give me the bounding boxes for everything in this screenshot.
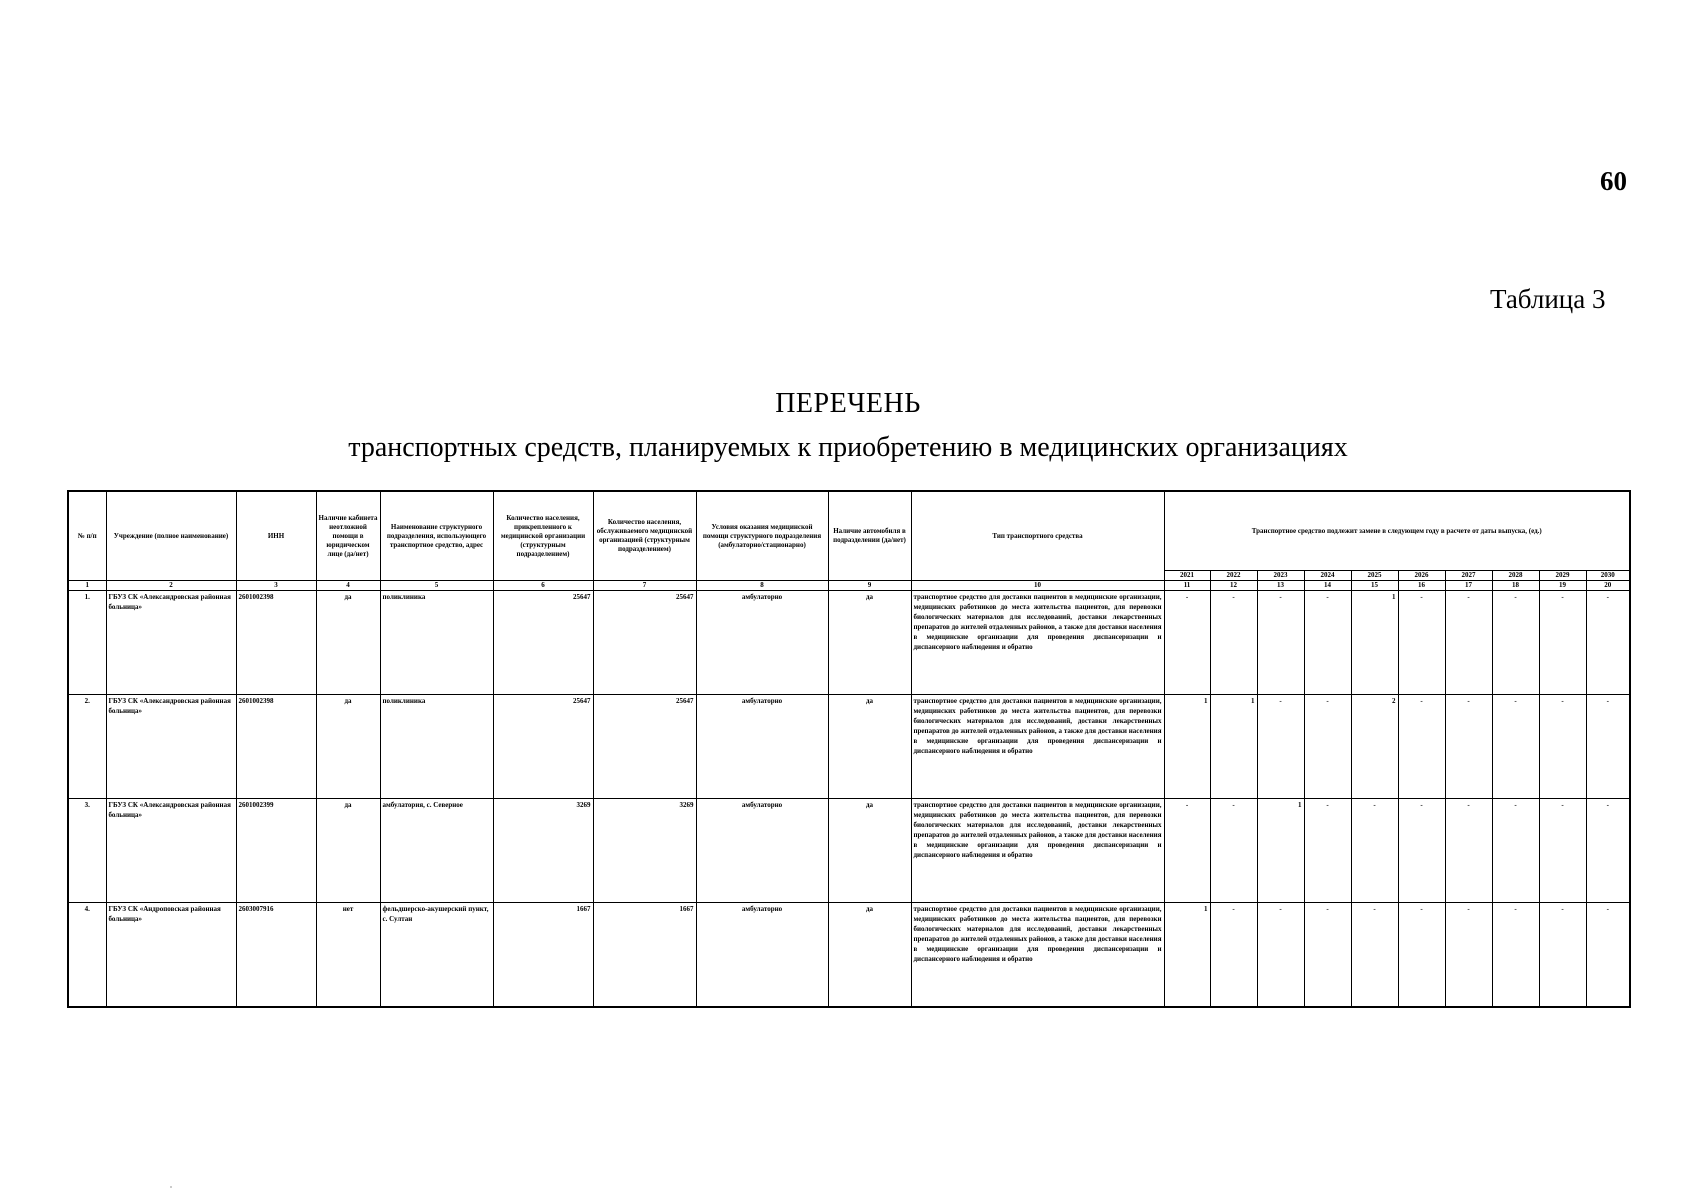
has-car-cell: да [828, 799, 911, 903]
year-cell: - [1304, 903, 1351, 1008]
year-cell: 1 [1164, 695, 1210, 799]
subdivision-cell: поликлиника [380, 695, 493, 799]
column-number: 3 [236, 581, 316, 591]
column-number: 8 [696, 581, 828, 591]
pop-served-cell: 3269 [593, 799, 696, 903]
column-number: 7 [593, 581, 696, 591]
inn-cell: 2603007916 [236, 903, 316, 1008]
year-header: 2022 [1210, 571, 1257, 581]
column-number: 4 [316, 581, 380, 591]
has-car-cell: да [828, 591, 911, 695]
header-pop-attached: Количество населения, прикрепленного к медицинской организации (структурным подразделением) [493, 491, 593, 581]
header-inn: ИНН [236, 491, 316, 581]
year-cell: - [1398, 903, 1445, 1008]
pop-attached-cell: 3269 [493, 799, 593, 903]
pop-attached-cell: 25647 [493, 695, 593, 799]
year-cell: - [1398, 695, 1445, 799]
column-number: 17 [1445, 581, 1492, 591]
year-cell: - [1164, 799, 1210, 903]
institution-cell: ГБУЗ СК «Александровская районная больница» [106, 799, 236, 903]
pop-attached-cell: 1667 [493, 903, 593, 1008]
vehicle-type-cell: транспортное средство для доставки пациентов в медицинские организации, медицинских работников до места жительства пациентов, для перевозки биологических материалов для исследований, доставки лекарственных препаратов до жителей отдаленных районов, а также для доставки населения в медицинские организации для проведения диспансеризации и диспансерного наблюдения и обратно [911, 799, 1164, 903]
pop-served-cell: 25647 [593, 695, 696, 799]
subdivision-cell: фельдшерско-акушерский пункт, с. Султан [380, 903, 493, 1008]
institution-cell: ГБУЗ СК «Андроповская районная больница» [106, 903, 236, 1008]
year-cell: - [1445, 695, 1492, 799]
year-header: 2029 [1539, 571, 1586, 581]
document-subtitle: транспортных средств, планируемых к приобретению в медицинских организациях [348, 432, 1348, 463]
year-cell: - [1539, 591, 1586, 695]
license-cell: да [316, 591, 380, 695]
year-cell: - [1539, 799, 1586, 903]
year-cell: - [1492, 591, 1539, 695]
year-cell: - [1445, 799, 1492, 903]
table-row [68, 799, 1630, 903]
conditions-cell: амбулаторно [696, 903, 828, 1008]
year-cell: - [1398, 591, 1445, 695]
subdivision-cell: поликлиника [380, 591, 493, 695]
vehicles-table [67, 490, 1631, 1008]
vehicle-type-cell: транспортное средство для доставки пациентов в медицинские организации, медицинских работников до места жительства пациентов, для перевозки биологических материалов для исследований, доставки лекарственных препаратов до жителей отдаленных районов, а также для доставки населения в медицинские организации для проведения диспансеризации и диспансерного наблюдения и обратно [911, 903, 1164, 1008]
pop-served-cell: 25647 [593, 591, 696, 695]
year-cell: - [1586, 799, 1630, 903]
column-number: 10 [911, 581, 1164, 591]
year-cell: - [1445, 903, 1492, 1008]
table-row [68, 695, 1630, 799]
inn-cell: 2601002399 [236, 799, 316, 903]
conditions-cell: амбулаторно [696, 695, 828, 799]
inn-cell: 2601002398 [236, 591, 316, 695]
year-cell: - [1257, 903, 1304, 1008]
year-cell: 2 [1351, 695, 1398, 799]
column-number: 14 [1304, 581, 1351, 591]
row-num: 4. [68, 903, 106, 1008]
year-cell: - [1492, 799, 1539, 903]
year-cell: - [1164, 591, 1210, 695]
header-num: № п/п [68, 491, 106, 581]
vehicle-type-cell: транспортное средство для доставки пациентов в медицинские организации, медицинских работников до места жительства пациентов, для перевозки биологических материалов для исследований, доставки лекарственных препаратов до жителей отдаленных районов, а также для доставки населения в медицинские организации для проведения диспансеризации и диспансерного наблюдения и обратно [911, 591, 1164, 695]
column-number: 12 [1210, 581, 1257, 591]
pop-attached-cell: 25647 [493, 591, 593, 695]
pop-served-cell: 1667 [593, 903, 696, 1008]
year-header: 2021 [1164, 571, 1210, 581]
institution-cell: ГБУЗ СК «Александровская районная больница» [106, 695, 236, 799]
year-cell: - [1539, 695, 1586, 799]
year-header: 2027 [1445, 571, 1492, 581]
year-cell: - [1586, 695, 1630, 799]
year-cell: - [1351, 903, 1398, 1008]
year-cell: 1 [1210, 695, 1257, 799]
year-cell: 1 [1164, 903, 1210, 1008]
row-num: 2. [68, 695, 106, 799]
header-license: Наличие кабинета неотложной помощи в юридическом лице (да/нет) [316, 491, 380, 581]
year-cell: - [1539, 903, 1586, 1008]
license-cell: да [316, 799, 380, 903]
institution-cell: ГБУЗ СК «Александровская районная больница» [106, 591, 236, 695]
row-num: 3. [68, 799, 106, 903]
license-cell: да [316, 695, 380, 799]
subdivision-cell: амбулатория, с. Северное [380, 799, 493, 903]
year-cell: - [1257, 591, 1304, 695]
column-number: 6 [493, 581, 593, 591]
column-number: 9 [828, 581, 911, 591]
year-cell: - [1398, 799, 1445, 903]
scan-speck [170, 1186, 172, 1188]
year-header: 2025 [1351, 571, 1398, 581]
year-cell: - [1257, 695, 1304, 799]
has-car-cell: да [828, 903, 911, 1008]
column-number: 16 [1398, 581, 1445, 591]
year-cell: - [1210, 591, 1257, 695]
year-header: 2024 [1304, 571, 1351, 581]
year-header: 2026 [1398, 571, 1445, 581]
column-number: 2 [106, 581, 236, 591]
header-institution: Учреждение (полное наименование) [106, 491, 236, 581]
year-cell: - [1586, 903, 1630, 1008]
table-label: Таблица 3 [1490, 284, 1606, 314]
conditions-cell: амбулаторно [696, 591, 828, 695]
column-number: 13 [1257, 581, 1304, 591]
inn-cell: 2601002398 [236, 695, 316, 799]
header-has-car: Наличие автомобиля в подразделении (да/нет) [828, 491, 911, 581]
vehicle-type-cell: транспортное средство для доставки пациентов в медицинские организации, медицинских работников до места жительства пациентов, для перевозки биологических материалов для исследований, доставки лекарственных препаратов до жителей отдаленных районов, а также для доставки населения в медицинские организации для проведения диспансеризации и диспансерного наблюдения и обратно [911, 695, 1164, 799]
year-cell: 1 [1257, 799, 1304, 903]
year-cell: - [1586, 591, 1630, 695]
page-number: 60 [1600, 166, 1627, 196]
column-number: 20 [1586, 581, 1630, 591]
column-number: 1 [68, 581, 106, 591]
column-number: 5 [380, 581, 493, 591]
document-title: ПЕРЕЧЕНЬ [775, 388, 921, 419]
table-row [68, 591, 1630, 695]
header-subdivision: Наименование структурного подразделения, использующего транспортное средство, адрес [380, 491, 493, 581]
license-cell: нет [316, 903, 380, 1008]
year-cell: - [1492, 695, 1539, 799]
conditions-cell: амбулаторно [696, 799, 828, 903]
has-car-cell: да [828, 695, 911, 799]
year-cell: - [1492, 903, 1539, 1008]
column-number: 19 [1539, 581, 1586, 591]
year-cell: 1 [1351, 591, 1398, 695]
year-cell: - [1304, 799, 1351, 903]
year-cell: - [1304, 591, 1351, 695]
column-number: 15 [1351, 581, 1398, 591]
table-row [68, 903, 1630, 1008]
column-number: 18 [1492, 581, 1539, 591]
column-number: 11 [1164, 581, 1210, 591]
year-header: 2023 [1257, 571, 1304, 581]
header-vehicle-type: Тип транспортного средства [911, 491, 1164, 581]
year-cell: - [1445, 591, 1492, 695]
row-num: 1. [68, 591, 106, 695]
year-cell: - [1210, 903, 1257, 1008]
year-cell: - [1351, 799, 1398, 903]
header-conditions: Условия оказания медицинской помощи структурного подразделения (амбулаторно/стационарно) [696, 491, 828, 581]
year-header: 2030 [1586, 571, 1630, 581]
header-replacement: Транспортное средство подлежит замене в следующем году в расчете от даты выпуска, (ед.) [1164, 491, 1630, 571]
year-header: 2028 [1492, 571, 1539, 581]
year-cell: - [1304, 695, 1351, 799]
year-cell: - [1210, 799, 1257, 903]
header-pop-served: Количество населения, обслуживаемого медицинской организацией (структурным подразделением) [593, 491, 696, 581]
